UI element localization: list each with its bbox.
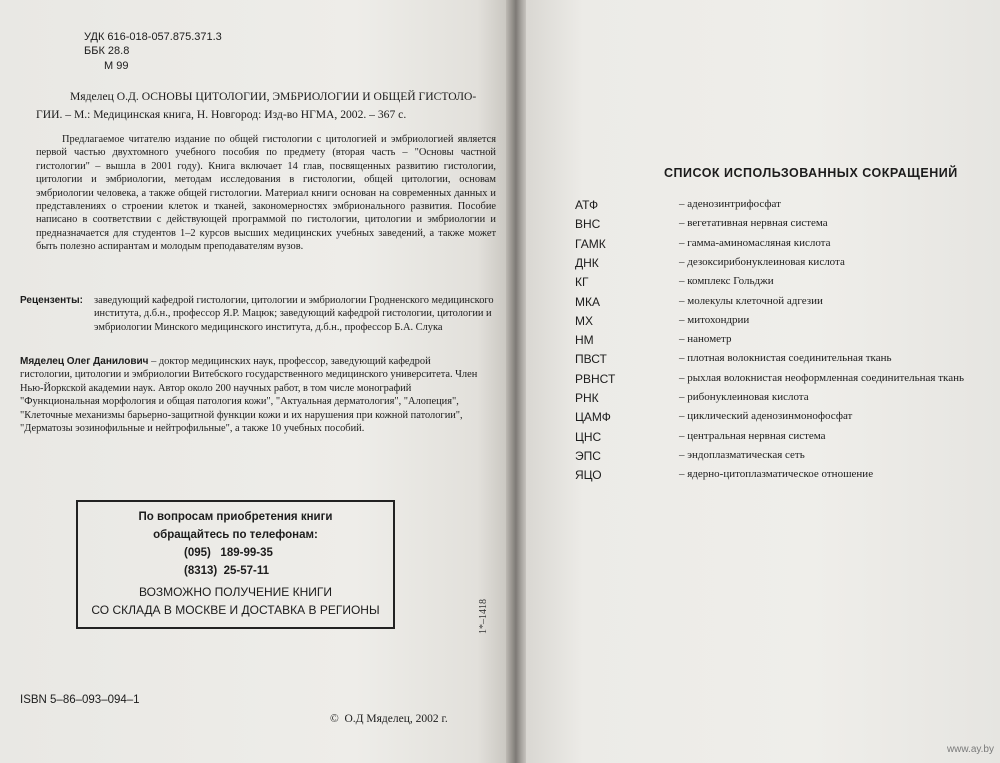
abbreviation-term: ПВСТ [575, 352, 607, 367]
right-page [526, 0, 1000, 763]
abbreviation-definition: – рибонуклеиновая кислота [679, 391, 809, 403]
annotation-text: Предлагаемое читателю издание по общей гистологии с цитологией и эмбриологией является первой частью двухтомного учебного пособия по предмету (вторая часть – "Основы частной гистологии" – вышла в 2001 году). Книга включает 14 глав, посвященных развитию гистологии, цитологии и эмбриологии, методам исследования в гистологии, общей цитологии, основам эмбриологии человека, а также общей гистологии. Материал книги основан на современных данных и представлениях о строении клеток и тканей, закономерностях эмбрионального развития. Пособие написано в соответствии с действующей программой по гистологии, цитологии и эмбриологии и предназначается для студентов 1–2 курсов высших медицинских учебных заведений, а также может быть полезно аспирантам и молодым преподавателям вузов. [36, 134, 496, 253]
reviewers-label: Рецензенты: [20, 295, 83, 306]
watermark: www.ay.by [946, 744, 994, 755]
abbreviation-definition: – гамма-аминомасляная кислота [679, 236, 831, 249]
abbreviation-definition: – вегетативная нервная система [679, 217, 828, 230]
purchase-line-1: По вопросам приобретения книги [138, 511, 333, 523]
abbreviation-term: ГАМК [575, 236, 606, 251]
abbreviation-definition: – циклический аденозинмонофосфат [679, 410, 853, 423]
author-bio-text: – доктор медицинских наук, профессор, заведующий кафедрой гистологии, цитологии и эмбриологии Витебского государственного медицинского университета. Член Нью-Йоркской академии наук. Автор около 200 научных работ, в том числе монографий "Функциональная морфология и общая патология кожи", "Актуальная дерматология", "Алопеция", "Клеточные механизмы барьерно-защитной функции кожи и их нарушения при кожной патологии", "Дерматозы эозинофильные и нейтрофильные", а также 10 учебных пособий. [20, 356, 478, 435]
abbreviation-term: ВНС [575, 217, 601, 232]
isbn: ISBN 5–86–093–094–1 [20, 694, 140, 706]
abbreviation-term: НМ [575, 333, 594, 348]
abbreviation-term: РВНСТ [575, 371, 616, 386]
abbreviation-row [575, 391, 995, 409]
abbreviation-row [575, 430, 995, 448]
phone-nizhny: (8313) 25-57-11 [184, 565, 270, 577]
abbreviation-term: МКА [575, 294, 600, 309]
abbreviation-term: КГ [575, 275, 589, 290]
abbreviation-definition: – эндоплазматическая сеть [679, 448, 805, 461]
abbreviation-row [575, 217, 995, 235]
abbreviation-term: ЯЦО [575, 468, 602, 483]
abbreviation-row [575, 198, 995, 216]
abbreviation-term: ДНК [575, 255, 599, 270]
abbreviation-term: ЦНС [575, 429, 602, 444]
bibliographic-record [36, 88, 498, 124]
abbreviation-row [575, 410, 995, 428]
purchase-info-box [76, 500, 395, 629]
abbreviation-row [575, 352, 995, 370]
abbreviation-row [575, 237, 995, 255]
abbreviation-definition: – плотная волокнистая соединительная ткань [679, 352, 892, 365]
purchase-line-4: СО СКЛАДА В МОСКВЕ И ДОСТАВКА В РЕГИОНЫ [91, 603, 380, 617]
copyright: © О.Д Мяделец, 2002 г. [330, 713, 448, 725]
abbreviation-row [575, 333, 995, 351]
abbreviation-definition: – нанометр [679, 333, 732, 346]
abbreviation-row [575, 295, 995, 313]
abbreviation-row [575, 468, 995, 486]
phone-moscow: (095) 189-99-35 [184, 547, 273, 559]
book-gutter [506, 0, 528, 763]
abbreviation-row [575, 449, 995, 467]
signature-mark: 1*–1418 [478, 599, 489, 634]
abbreviation-definition: – комплекс Гольджи [679, 275, 774, 288]
purchase-line-2: обращайтесь по телефонам: [153, 529, 318, 541]
abbreviation-definition: – аденозинтрифосфат [679, 198, 781, 210]
abbreviation-row [575, 314, 995, 332]
abbreviation-term: ЭПС [575, 448, 601, 463]
abbreviation-definition: – ядерно-цитоплазматическое отношение [679, 468, 874, 481]
abbreviation-definition: – дезоксирибонуклеиновая кислота [679, 255, 845, 268]
abbreviation-definition: – митохондрии [679, 313, 750, 326]
biblio-line-2: ГИИ. – М.: Медицинская книга, Н. Новгород: Изд-во НГМА, 2002. – 367 с. [36, 108, 407, 121]
udc-code: УДК 616-018-057.875.371.3 [84, 31, 222, 43]
author-mark: М 99 [104, 60, 129, 72]
abbreviation-term: МХ [575, 313, 593, 328]
abbreviation-term: АТФ [575, 198, 599, 212]
abbreviation-row [575, 372, 995, 390]
abbreviation-definition: – центральная нервная система [679, 429, 826, 442]
reviewers-block [20, 294, 502, 334]
abbreviation-term: РНК [575, 391, 599, 405]
abbreviation-definition: – молекулы клеточной адгезии [679, 294, 823, 307]
abbreviation-definition: – рыхлая волокнистая неоформленная соединительная ткань [679, 371, 965, 384]
author-bio [20, 355, 482, 435]
purchase-line-3: ВОЗМОЖНО ПОЛУЧЕНИЕ КНИГИ [138, 585, 333, 599]
abbreviation-row [575, 275, 995, 293]
author-name: Мяделец Олег Данилович [20, 356, 149, 367]
biblio-line-1: Мяделец О.Д. ОСНОВЫ ЦИТОЛОГИИ, ЭМБРИОЛОГИИ И ОБЩЕЙ ГИСТОЛО- [70, 90, 477, 103]
abbreviation-term: ЦАМФ [575, 410, 611, 425]
abbreviation-row [575, 256, 995, 274]
reviewers-text: заведующий кафедрой гистологии, цитологии и эмбриологии Гродненского медицинского института, д.б.н., профессор Я.Р. Мацюк; заведующий кафедрой гистологии, цитологии и эмбриологии Минского медицинского института, д.б.н., профессор Б.А. Слука [94, 295, 494, 333]
bbk-code: ББК 28.8 [84, 45, 130, 57]
abbreviations-title: СПИСОК ИСПОЛЬЗОВАННЫХ СОКРАЩЕНИЙ [664, 166, 958, 180]
